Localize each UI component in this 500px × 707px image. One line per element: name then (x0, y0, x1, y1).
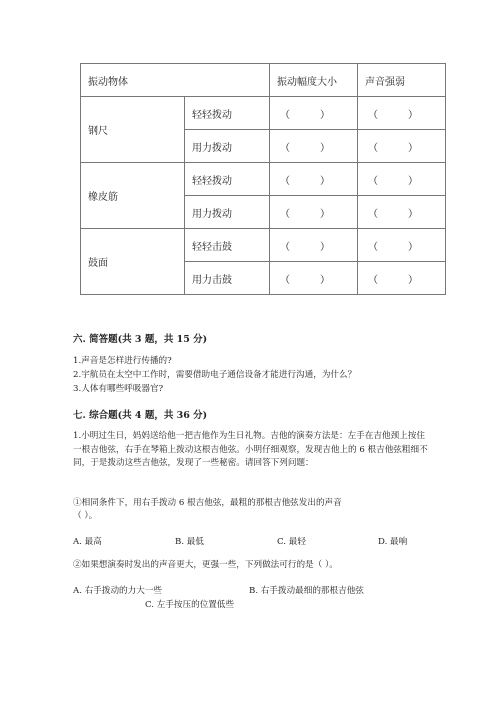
option-c[interactable]: C. 左手按压的位置低些 (145, 600, 235, 610)
action-label: 轻轻击鼓 (185, 229, 270, 262)
question-item: 2.宇航员在太空中工作时，需要借助电子通信设备才能进行沟通，为什么？ (73, 370, 357, 380)
loudness-blank[interactable]: （ ） (358, 163, 446, 196)
section6-title: 六. 简答题(共 3 题，共 15 分) (73, 334, 208, 345)
question-intro: 1.小明过生日，妈妈送给他一把吉他作为生日礼物。吉他的演奏方法是：左手在吉他颈上按住一根吉他弦，右手在琴箱上拨动这根吉他弦。小明仔细观察，发现吉他上的 6 根吉他弦粗细不同，于是拨动这些吉他弦，发现了一些秘密。请回答下列问题： (73, 431, 428, 468)
amplitude-blank[interactable]: （ ） (270, 130, 358, 163)
question-item: 1.声音是怎样进行传播的? (73, 356, 172, 366)
group-name: 鼓面 (81, 229, 185, 295)
section7-title: 七. 综合题(共 4 题，共 36 分) (73, 410, 208, 421)
option-d[interactable]: D. 最响 (378, 537, 408, 547)
experiment-table (80, 63, 446, 295)
header-object: 振动物体 (81, 64, 270, 97)
option-a[interactable]: A. 最高 (73, 537, 102, 547)
group-name: 钢尺 (81, 97, 185, 163)
subquestion-1-stem: ①相同条件下，用右手拨动 6 根吉他弦，最粗的那根吉他弦发出的声音 (73, 498, 342, 508)
loudness-blank[interactable]: （ ） (358, 97, 446, 130)
amplitude-blank[interactable]: （ ） (270, 196, 358, 229)
option-a[interactable]: A. 右手拨动的力大一些 (73, 586, 163, 596)
action-label: 用力击鼓 (185, 262, 270, 295)
amplitude-blank[interactable]: （ ） (270, 229, 358, 262)
header-amplitude: 振动幅度大小 (270, 64, 358, 97)
subquestion-1-blank[interactable]: （ ）。 (73, 511, 98, 521)
amplitude-blank[interactable]: （ ） (270, 163, 358, 196)
action-label: 用力拨动 (185, 130, 270, 163)
header-loudness: 声音强弱 (358, 64, 446, 97)
option-c[interactable]: C. 最轻 (277, 537, 306, 547)
loudness-blank[interactable]: （ ） (358, 262, 446, 295)
question-item: 3.人体有哪些呼吸器官? (73, 384, 164, 394)
loudness-blank[interactable]: （ ） (358, 229, 446, 262)
group-name: 橡皮筋 (81, 163, 185, 229)
table-row (81, 229, 446, 262)
table-row (81, 97, 446, 130)
option-b[interactable]: B. 最低 (175, 537, 204, 547)
action-label: 轻轻拨动 (185, 97, 270, 130)
table-header-row (81, 64, 446, 97)
option-b[interactable]: B. 右手拨动最细的那根吉他弦 (249, 586, 364, 596)
amplitude-blank[interactable]: （ ） (270, 97, 358, 130)
action-label: 轻轻拨动 (185, 163, 270, 196)
amplitude-blank[interactable]: （ ） (270, 262, 358, 295)
subquestion-2-stem: ②如果想演奏时发出的声音更大，更强一些，下列做法可行的是（ ）。 (73, 560, 338, 570)
action-label: 用力拨动 (185, 196, 270, 229)
loudness-blank[interactable]: （ ） (358, 130, 446, 163)
table-row (81, 163, 446, 196)
loudness-blank[interactable]: （ ） (358, 196, 446, 229)
